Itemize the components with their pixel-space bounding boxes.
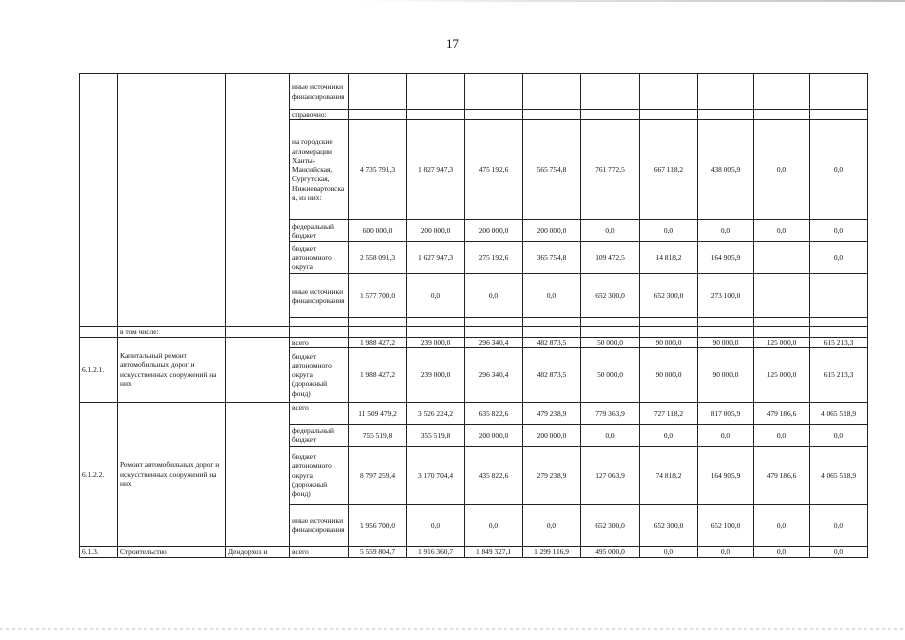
empty-cell xyxy=(810,327,868,337)
value-cell: 164 905,9 xyxy=(698,446,754,504)
empty-cell xyxy=(349,327,407,337)
value-cell: 761 772,5 xyxy=(581,120,640,220)
value-cell: 615 213,3 xyxy=(810,337,868,347)
value-cell: 1 849 327,1 xyxy=(465,546,523,557)
source-label: бюджет автономного округа (дорожный фонд) xyxy=(290,347,349,402)
value-cell: 0,0 xyxy=(640,220,698,242)
empty-cell xyxy=(640,318,698,327)
source-label: федеральный бюджет xyxy=(290,424,349,446)
value-cell xyxy=(698,110,754,120)
empty-cell xyxy=(754,318,810,327)
value-cell: 239 000,0 xyxy=(407,337,465,347)
value-cell: 438 005,9 xyxy=(698,120,754,220)
value-cell: 296 340,4 xyxy=(465,337,523,347)
value-cell: 667 118,2 xyxy=(640,120,698,220)
value-cell: 50 000,0 xyxy=(581,347,640,402)
executor-cell-empty xyxy=(226,402,290,546)
value-cell: 0,0 xyxy=(698,546,754,557)
name-cell-empty xyxy=(118,74,226,327)
value-cell: 200 000,0 xyxy=(407,220,465,242)
value-cell: 652 300,0 xyxy=(640,274,698,318)
empty-cell xyxy=(349,318,407,327)
value-cell: 8 797 259,4 xyxy=(349,446,407,504)
value-cell xyxy=(407,74,465,110)
value-cell: 0,0 xyxy=(810,504,868,546)
empty-cell xyxy=(407,327,465,337)
value-cell: 1 956 700,0 xyxy=(349,504,407,546)
value-cell xyxy=(349,110,407,120)
value-cell: 779 363,9 xyxy=(581,402,640,424)
value-cell: 50 000,0 xyxy=(581,337,640,347)
source-label: федеральный бюджет xyxy=(290,220,349,242)
value-cell xyxy=(523,110,581,120)
value-cell: 1 299 116,9 xyxy=(523,546,581,557)
value-cell: 0,0 xyxy=(581,220,640,242)
value-cell: 90 000,0 xyxy=(640,337,698,347)
value-cell: 479 186,6 xyxy=(754,446,810,504)
value-cell: 1 988 427,2 xyxy=(349,347,407,402)
value-cell: 0,0 xyxy=(754,504,810,546)
id-cell-empty xyxy=(80,74,118,327)
table-row xyxy=(80,337,868,347)
value-cell xyxy=(581,74,640,110)
value-cell: 435 822,6 xyxy=(465,446,523,504)
value-cell: 90 000,0 xyxy=(640,347,698,402)
value-cell: 2 558 091,3 xyxy=(349,242,407,274)
value-cell xyxy=(810,110,868,120)
row-id: 6.1.2.1. xyxy=(80,337,118,402)
value-cell xyxy=(754,74,810,110)
row-name: Капитальный ремонт автомобильных дорог и искусственных сооружений на них xyxy=(118,337,226,402)
empty-cell xyxy=(581,318,640,327)
id-cell-empty xyxy=(80,327,118,337)
value-cell xyxy=(465,74,523,110)
value-cell: 90 000,0 xyxy=(698,347,754,402)
value-cell: 279 238,9 xyxy=(523,446,581,504)
value-cell: 14 818,2 xyxy=(640,242,698,274)
value-cell: 817 005,9 xyxy=(698,402,754,424)
value-cell: 1 916 360,7 xyxy=(407,546,465,557)
empty-cell xyxy=(290,327,349,337)
value-cell: 482 873,5 xyxy=(523,347,581,402)
value-cell: 109 472,5 xyxy=(581,242,640,274)
value-cell: 475 192,6 xyxy=(465,120,523,220)
value-cell: 200 000,0 xyxy=(523,424,581,446)
value-cell: 275 192,6 xyxy=(465,242,523,274)
value-cell: 0,0 xyxy=(640,424,698,446)
value-cell: 3 170 704,4 xyxy=(407,446,465,504)
value-cell: 0,0 xyxy=(407,504,465,546)
value-cell: 0,0 xyxy=(810,424,868,446)
value-cell: 652 300,0 xyxy=(581,504,640,546)
value-cell xyxy=(640,110,698,120)
scan-edge-bottom xyxy=(0,628,905,630)
value-cell: 355 519,8 xyxy=(407,424,465,446)
in-total-label: в том числе: xyxy=(118,327,226,337)
value-cell: 0,0 xyxy=(810,242,868,274)
table-row xyxy=(80,74,868,110)
value-cell: 565 754,8 xyxy=(523,120,581,220)
value-cell: 0,0 xyxy=(810,120,868,220)
source-label: на городские агломерации Ханты-Мансийская, Сургутская, Нижневартовская, из них: xyxy=(290,120,349,220)
value-cell: 0,0 xyxy=(754,220,810,242)
source-label: всего xyxy=(290,337,349,347)
value-cell: 0,0 xyxy=(754,424,810,446)
empty-cell xyxy=(640,327,698,337)
value-cell: 127 063,9 xyxy=(581,446,640,504)
value-cell: 4 065 518,9 xyxy=(810,402,868,424)
page-number: 17 xyxy=(446,36,459,51)
empty-cell xyxy=(810,318,868,327)
value-cell: 200 000,0 xyxy=(465,424,523,446)
value-cell: 1 827 947,3 xyxy=(407,120,465,220)
table-row xyxy=(80,546,868,557)
value-cell: 0,0 xyxy=(465,504,523,546)
value-cell: 0,0 xyxy=(698,424,754,446)
source-label: бюджет автономного округа (дорожный фонд) xyxy=(290,446,349,504)
value-cell xyxy=(407,110,465,120)
value-cell: 482 873,5 xyxy=(523,337,581,347)
executor-cell-empty xyxy=(226,74,290,327)
source-label: иные источники финансирования xyxy=(290,74,349,110)
value-cell: 0,0 xyxy=(407,274,465,318)
value-cell: 479 238,9 xyxy=(523,402,581,424)
value-cell: 495 000,0 xyxy=(581,546,640,557)
empty-cell xyxy=(290,318,349,327)
value-cell: 652 300,0 xyxy=(581,274,640,318)
value-cell: 0,0 xyxy=(640,546,698,557)
value-cell xyxy=(465,110,523,120)
value-cell: 1 627 947,3 xyxy=(407,242,465,274)
value-cell xyxy=(581,110,640,120)
value-cell: 90 000,0 xyxy=(698,337,754,347)
value-cell xyxy=(754,110,810,120)
value-cell: 5 559 804,7 xyxy=(349,546,407,557)
source-label: иные источники финансирования xyxy=(290,274,349,318)
empty-cell xyxy=(226,327,290,337)
source-label: справочно: xyxy=(290,110,349,120)
empty-cell xyxy=(465,327,523,337)
value-cell xyxy=(698,74,754,110)
empty-cell xyxy=(523,318,581,327)
value-cell: 273 100,0 xyxy=(698,274,754,318)
empty-cell xyxy=(698,318,754,327)
value-cell: 0,0 xyxy=(581,424,640,446)
value-cell: 239 000,0 xyxy=(407,347,465,402)
source-label: иные источники финансирования xyxy=(290,504,349,546)
value-cell: 296 340,4 xyxy=(465,347,523,402)
value-cell: 615 213,3 xyxy=(810,347,868,402)
value-cell xyxy=(640,74,698,110)
value-cell: 74 818,2 xyxy=(640,446,698,504)
value-cell: 1 577 700,0 xyxy=(349,274,407,318)
value-cell: 0,0 xyxy=(810,546,868,557)
value-cell: 727 118,2 xyxy=(640,402,698,424)
row-id: 6.1.3. xyxy=(80,546,118,557)
row-name: Строительство xyxy=(118,546,226,557)
value-cell: 164 905,9 xyxy=(698,242,754,274)
source-label: всего xyxy=(290,402,349,424)
value-cell xyxy=(523,74,581,110)
value-cell: 755 519,8 xyxy=(349,424,407,446)
value-cell: 3 526 224,2 xyxy=(407,402,465,424)
value-cell: 0,0 xyxy=(754,546,810,557)
value-cell: 11 509 479,2 xyxy=(349,402,407,424)
table-row xyxy=(80,402,868,424)
value-cell: 652 300,0 xyxy=(640,504,698,546)
value-cell: 635 822,6 xyxy=(465,402,523,424)
value-cell xyxy=(754,274,810,318)
value-cell: 0,0 xyxy=(523,274,581,318)
empty-cell xyxy=(407,318,465,327)
table-row xyxy=(80,327,868,337)
row-name: Ремонт автомобильных дорог и искусственных сооружений на них xyxy=(118,402,226,546)
value-cell: 365 754,8 xyxy=(523,242,581,274)
budget-table xyxy=(79,73,868,558)
value-cell xyxy=(810,74,868,110)
row-executor: Дендорхоз и xyxy=(226,546,290,557)
value-cell: 0,0 xyxy=(698,220,754,242)
scan-edge-top xyxy=(0,0,905,2)
source-label: бюджет автономного округа xyxy=(290,242,349,274)
value-cell: 200 000,0 xyxy=(523,220,581,242)
value-cell xyxy=(349,74,407,110)
value-cell: 125 000,0 xyxy=(754,337,810,347)
row-id: 6.1.2.2. xyxy=(80,402,118,546)
value-cell xyxy=(754,242,810,274)
value-cell: 0,0 xyxy=(523,504,581,546)
value-cell: 200 000,0 xyxy=(465,220,523,242)
empty-cell xyxy=(581,327,640,337)
value-cell: 4 065 518,9 xyxy=(810,446,868,504)
empty-cell xyxy=(523,327,581,337)
value-cell: 1 988 427,2 xyxy=(349,337,407,347)
value-cell: 0,0 xyxy=(465,274,523,318)
value-cell xyxy=(810,274,868,318)
executor-cell-empty xyxy=(226,337,290,402)
value-cell: 0,0 xyxy=(754,120,810,220)
value-cell: 125 000,0 xyxy=(754,347,810,402)
empty-cell xyxy=(465,318,523,327)
value-cell: 0,0 xyxy=(810,220,868,242)
value-cell: 652 100,0 xyxy=(698,504,754,546)
source-label: всего xyxy=(290,546,349,557)
value-cell: 4 735 791,3 xyxy=(349,120,407,220)
empty-cell xyxy=(698,327,754,337)
value-cell: 600 000,0 xyxy=(349,220,407,242)
empty-cell xyxy=(754,327,810,337)
value-cell: 479 186,6 xyxy=(754,402,810,424)
